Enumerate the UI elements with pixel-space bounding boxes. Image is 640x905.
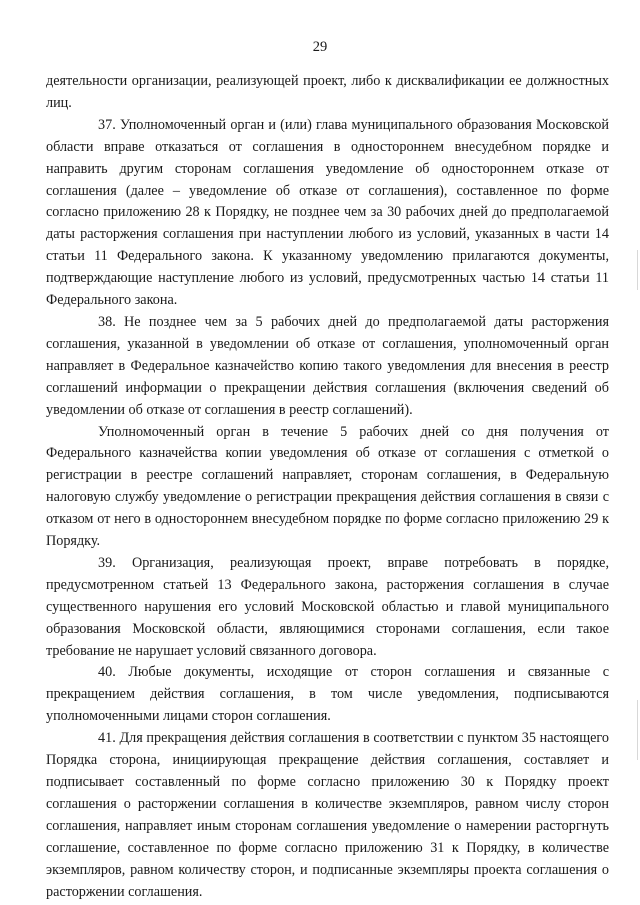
paragraph-38: 38. Не позднее чем за 5 рабочих дней до предполагаемой даты расторжения соглашения, указанной в уведомлении об отказе от соглашения, уполномоченный орган направляет в Федеральное казначейство копию такого уведомления для внесения в реестр соглашений информации о прекращении действия соглашения (включения сведений об уведомлении об отказе от соглашения в реестр соглашений). bbox=[46, 313, 609, 418]
paragraph-continuation: деятельности организации, реализующей проект, либо к дисквалификации ее должностных лиц. bbox=[46, 73, 609, 111]
paragraph-37: 37. Уполномоченный орган и (или) глава муниципального образования Московской области вправе отказаться от соглашения в одностороннем внесудебном порядке и направить другим сторонам соглашения уведомление об одностороннем отказе от соглашения (далее – уведомление об отказе от соглашения), составленное по форме согласно приложению 28 к Порядку, не позднее чем за 30 рабочих дней до предполагаемой даты расторжения соглашения при наступлении любого из условий, указанных в части 14 статьи 11 Федерального закона. К указанному уведомлению прилагаются документы, подтверждающие наступление любого из условий, предусмотренных частью 14 статьи 11 Федерального закона. bbox=[46, 116, 609, 309]
scan-edge-mark bbox=[637, 700, 638, 760]
document-body bbox=[46, 71, 609, 903]
paragraph-40: 40. Любые документы, исходящие от сторон соглашения и связанные с прекращением действия соглашения, в том числе уведомления, подписываются уполномоченными лицами сторон соглашения. bbox=[46, 664, 609, 725]
page-number: 29 bbox=[312, 39, 328, 55]
paragraph-39: 39. Организация, реализующая проект, вправе потребовать в порядке, предусмотренном статьей 13 Федерального закона, расторжения соглашения в случае существенного нарушения его условий Московской областью и главой муниципального образования Московской области, являющимися сторонами соглашения, если такое требование не нарушает условий связанного договора. bbox=[46, 554, 609, 659]
paragraph-41: 41. Для прекращения действия соглашения в соответствии с пунктом 35 настоящего Порядка сторона, инициирующая прекращение действия соглашения, составляет и подписывает составленный по форме согласно приложению 30 к Порядку проект соглашения о расторжении соглашения в количестве экземпляров, равном числу сторон соглашения, направляет иным сторонам соглашения уведомление о намерении расторгнуть соглашение, составленное по форме согласно приложению 31 к Порядку, в количестве экземпляров, равном количеству сторон, и подписанные экземпляры проекта соглашения о расторжении соглашения. bbox=[46, 730, 609, 900]
paragraph-38-continued: Уполномоченный орган в течение 5 рабочих дней со дня получения от Федерального казначейства копии уведомления об отказе от соглашения с отметкой о регистрации в реестре соглашений направляет, сторонам соглашения, в Федеральную налоговую службу уведомление о регистрации прекращения действия соглашения в связи с отказом от него в одностороннем внесудебном порядке по форме согласно приложению 29 к Порядку. bbox=[46, 423, 609, 550]
scan-edge-mark bbox=[637, 250, 638, 290]
